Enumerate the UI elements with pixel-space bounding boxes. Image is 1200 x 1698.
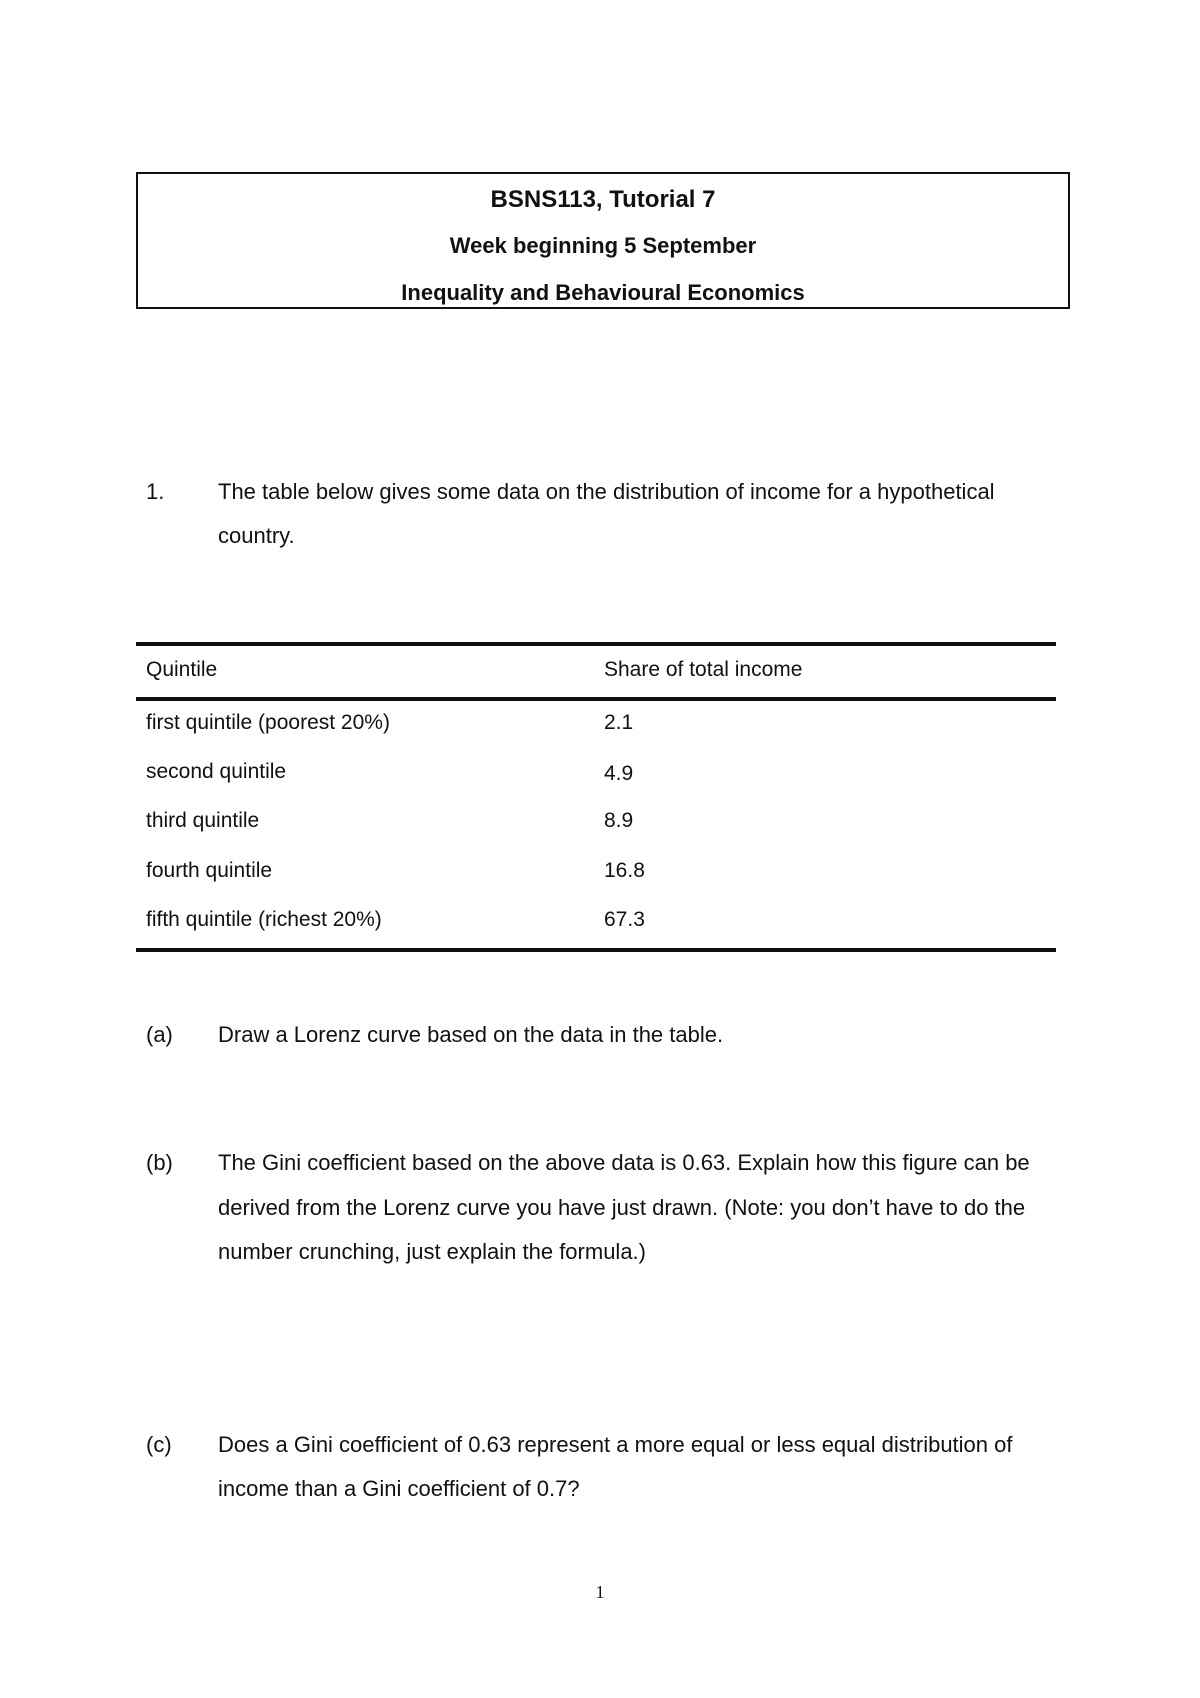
table-row-share: 67.3 (604, 908, 645, 931)
table-header-rule (136, 697, 1056, 701)
table-row-share: 8.9 (604, 809, 634, 832)
part-b-text-line-1: The Gini coefficient based on the above data is 0.63. Explain how this figure can be (218, 1150, 1030, 1175)
part-b-label: (b) (146, 1150, 173, 1175)
topic-subtitle: Inequality and Behavioural Economics (401, 280, 805, 305)
title-box (136, 172, 1070, 309)
table-row-quintile: third quintile (146, 809, 260, 832)
table-header-share: Share of total income (604, 658, 803, 681)
table-bottom-rule (136, 948, 1056, 952)
table-row-quintile: first quintile (poorest 20%) (146, 711, 390, 734)
week-subtitle: Week beginning 5 September (449, 233, 757, 258)
part-b-text-line-2: derived from the Lorenz curve you have just drawn. (Note: you don’t have to do the (218, 1195, 1026, 1220)
table-row-share: 2.1 (604, 711, 634, 734)
part-a-label: (a) (146, 1022, 173, 1047)
part-c-text-line-1: Does a Gini coefficient of 0.63 represent a more equal or less equal distribution of (218, 1432, 1013, 1457)
question-1-text-continued: country. (218, 523, 295, 548)
question-1-text: The table below gives some data on the distribution of income for a hypothetical (218, 479, 995, 504)
question-1-number: 1. (146, 479, 165, 504)
table-top-rule (136, 642, 1056, 646)
page-number: 1 (595, 1582, 605, 1602)
part-c-text-line-2: income than a Gini coefficient of 0.7? (218, 1476, 580, 1501)
table-row-share: 16.8 (604, 859, 645, 882)
table-row-quintile: fifth quintile (richest 20%) (146, 908, 382, 931)
course-title: BSNS113, Tutorial 7 (490, 186, 716, 213)
table-header-quintile: Quintile (146, 658, 218, 681)
part-c-label: (c) (146, 1432, 172, 1457)
table-row-quintile: second quintile (146, 760, 287, 783)
table-row-quintile: fourth quintile (146, 859, 273, 882)
table-row-share: 4.9 (604, 762, 634, 785)
part-b-text-line-3: number crunching, just explain the formula.) (218, 1239, 646, 1264)
part-a-text: Draw a Lorenz curve based on the data in the table. (218, 1022, 724, 1047)
